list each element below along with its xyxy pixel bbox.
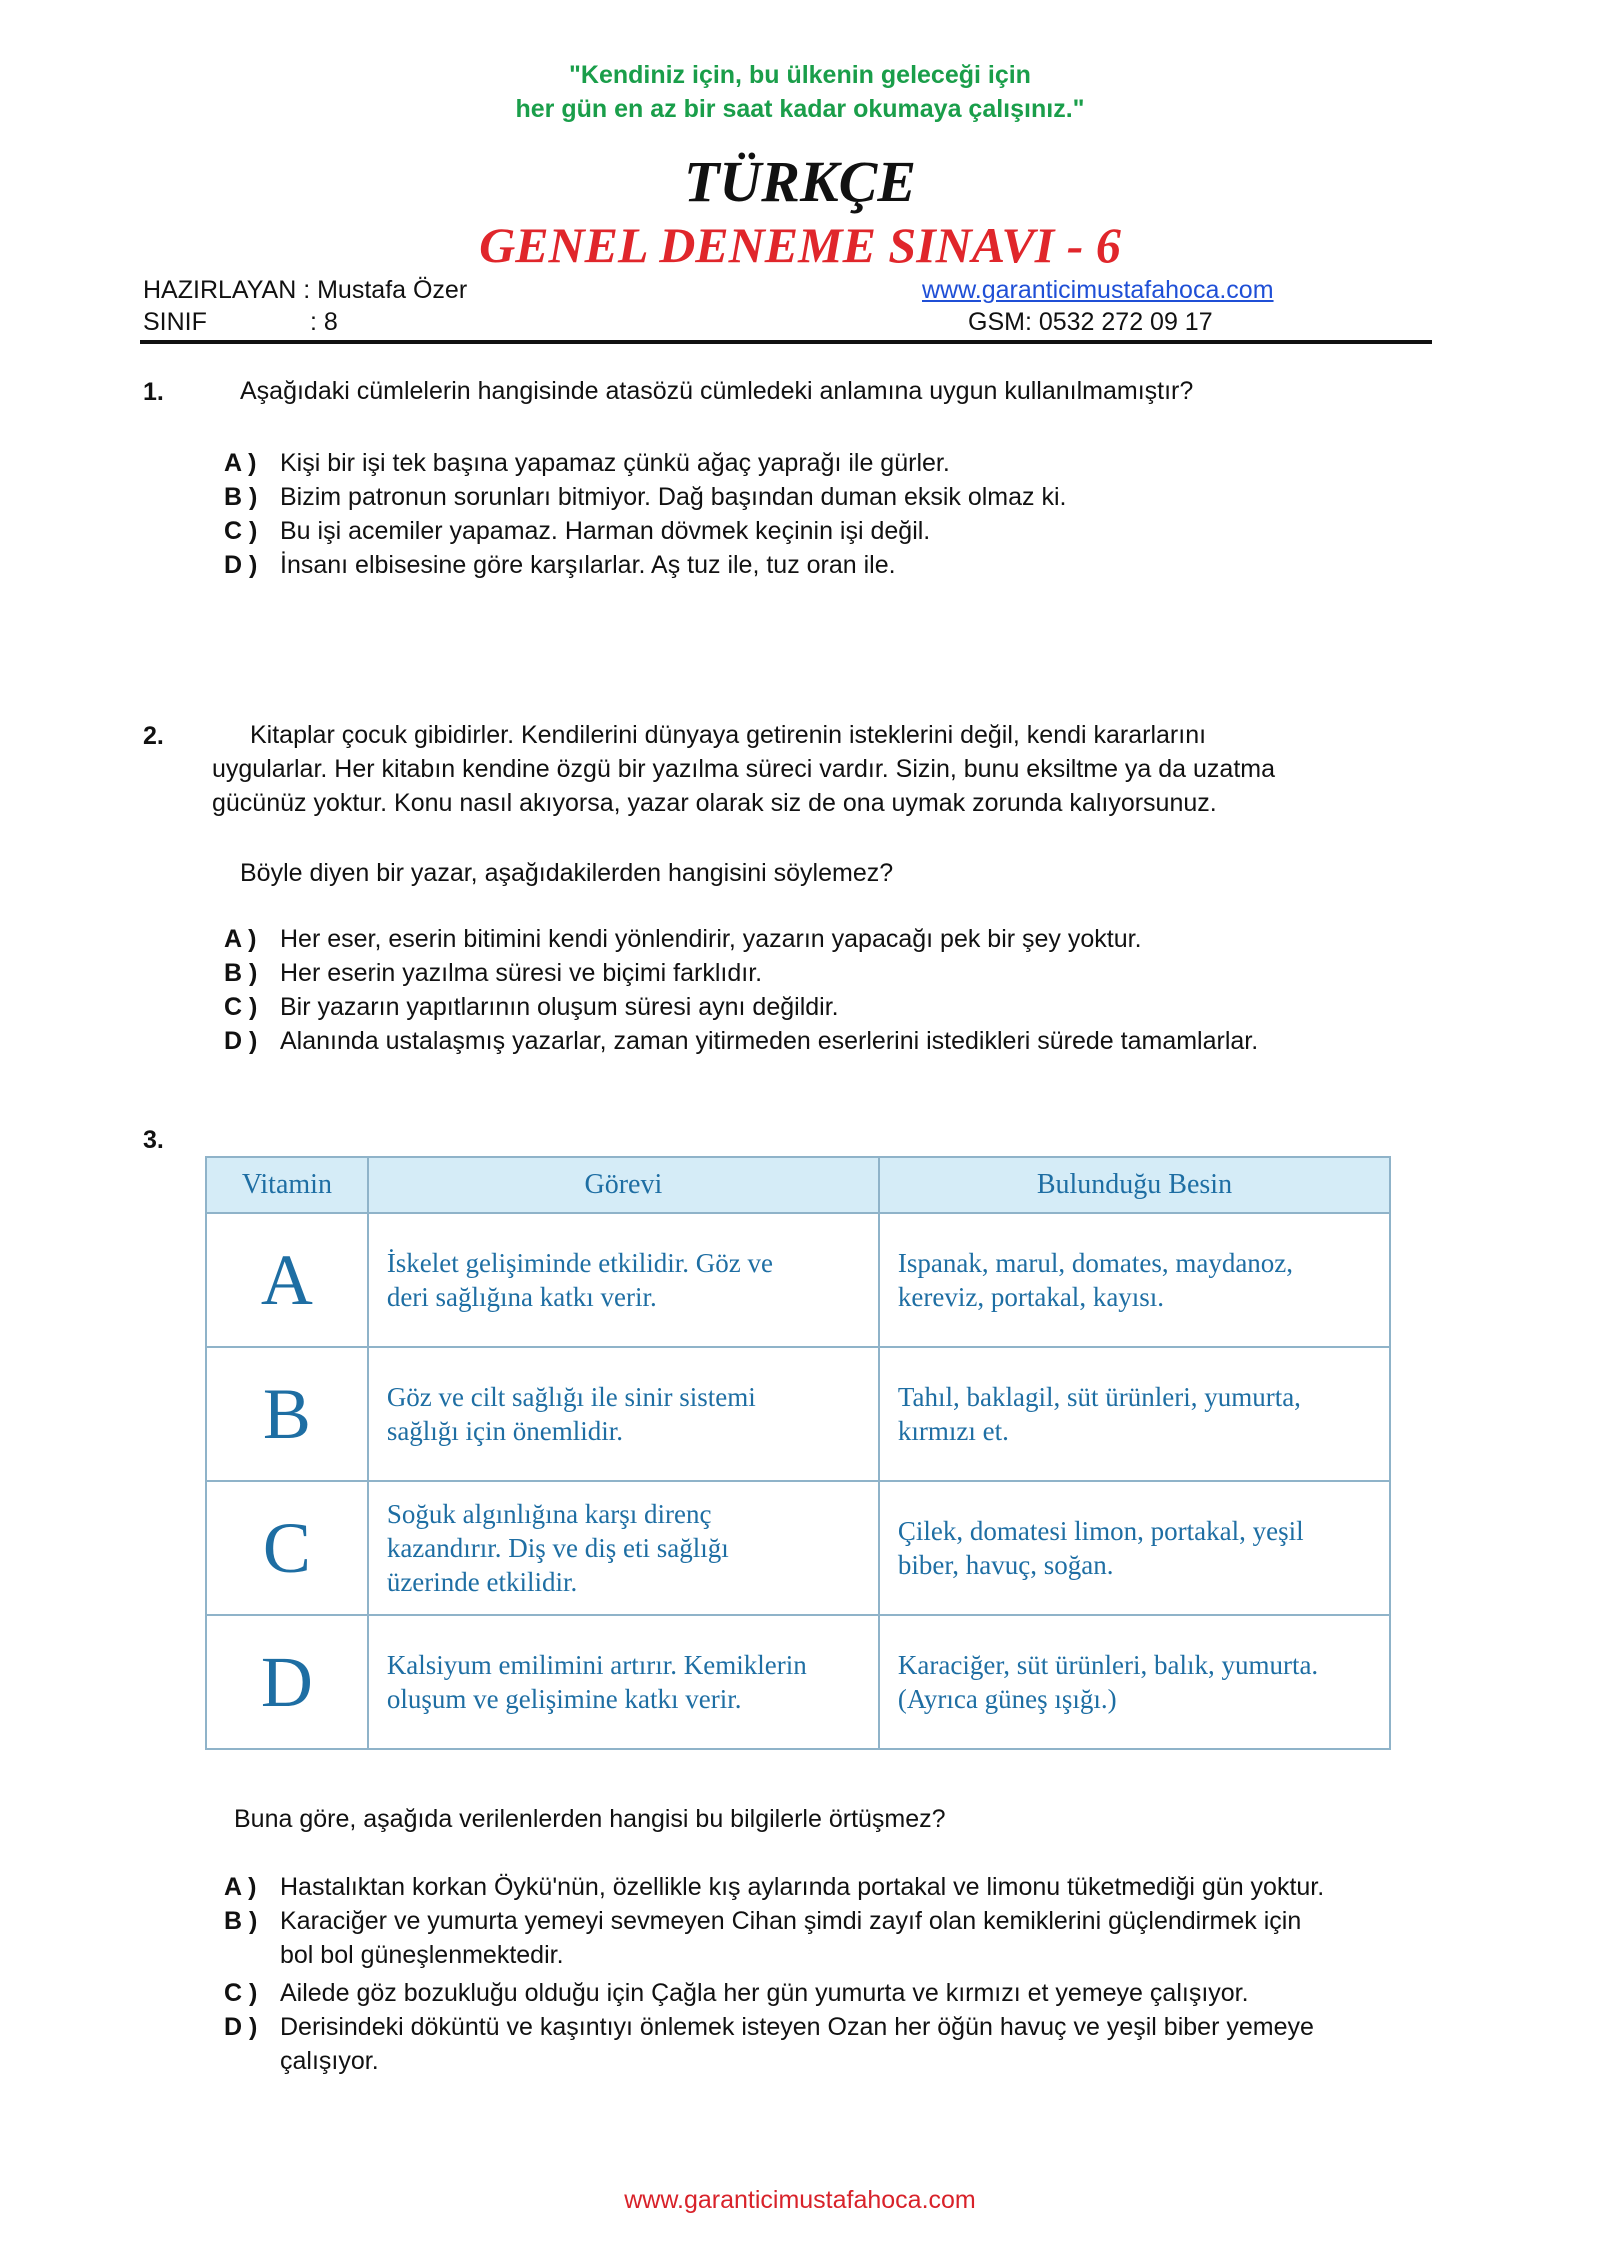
option-text: Derisindeki döküntü ve kaşıntıyı önlemek isteyen Ozan her öğün havuç ve yeşil biber yemeye (280, 2013, 1314, 2041)
column-header-vitamin: Vitamin (206, 1157, 368, 1213)
website-link[interactable]: www.garanticimustafahoca.com (922, 276, 1274, 304)
vitamin-letter: C (206, 1481, 368, 1615)
option-text: Bir yazarın yapıtlarının oluşum süresi aynı değildir. (280, 993, 839, 1021)
question-3-option-a[interactable] (224, 1870, 1474, 1904)
option-text-continued: bol bol güneşlenmektedir. (280, 1941, 564, 1969)
vitamin-role: Kalsiyum emilimini artırır. Kemiklerin oluşum ve gelişimine katkı verir. (368, 1615, 879, 1749)
table-row (206, 1481, 1390, 1615)
vitamin-food: Karaciğer, süt ürünleri, balık, yumurta. (Ayrıca güneş ışığı.) (879, 1615, 1390, 1749)
question-2-option-c[interactable] (224, 990, 1424, 1024)
option-letter: B ) (224, 959, 258, 987)
table-header-row (206, 1157, 1390, 1213)
question-2-option-b[interactable] (224, 956, 1424, 990)
vitamin-food: Tahıl, baklagil, süt ürünleri, yumurta, kırmızı et. (879, 1347, 1390, 1481)
option-text: Bu işi acemiler yapamaz. Harman dövmek keçinin işi değil. (280, 517, 931, 545)
vitamin-role: Soğuk algınlığına karşı direnç kazandırır. Diş ve diş eti sağlığı üzerinde etkilidir. (368, 1481, 879, 1615)
option-letter: A ) (224, 1873, 257, 1901)
column-header-food: Bulunduğu Besin (879, 1157, 1390, 1213)
vitamin-table (205, 1156, 1391, 1750)
question-3-stem: Buna göre, aşağıda verilenlerden hangisi bu bilgilerle örtüşmez? (234, 1805, 946, 1833)
motto-line-1: "Kendiniz için, bu ülkenin geleceği için (569, 61, 1031, 89)
vitamin-letter: D (206, 1615, 368, 1749)
option-letter: C ) (224, 993, 258, 1021)
option-letter: A ) (224, 449, 257, 477)
option-letter: D ) (224, 551, 258, 579)
table-row (206, 1347, 1390, 1481)
question-2-passage-line-1: Kitaplar çocuk gibidirler. Kendilerini dünyaya getirenin isteklerini değil, kendi kararlarını (250, 721, 1207, 749)
option-text: Bizim patronun sorunları bitmiyor. Dağ başından duman eksik olmaz ki. (280, 483, 1067, 511)
page-title: TÜRKÇE (683, 149, 917, 214)
question-3-number: 3. (143, 1126, 164, 1154)
option-text: Her eserin yazılma süresi ve biçimi farklıdır. (280, 959, 763, 987)
page-subtitle: GENEL DENEME SINAVI - 6 (479, 217, 1121, 273)
option-text: Kişi bir işi tek başına yapamaz çünkü ağaç yaprağı ile gürler. (280, 449, 950, 477)
option-letter: B ) (224, 483, 258, 511)
question-2-passage-line-3: gücünüz yoktur. Konu nasıl akıyorsa, yazar olarak siz de ona uymak zorunda kalıyorsunuz. (212, 789, 1217, 817)
option-letter: A ) (224, 925, 257, 953)
option-letter: C ) (224, 1979, 258, 2007)
vitamin-food: Ispanak, marul, domates, maydanoz, kereviz, portakal, kayısı. (879, 1213, 1390, 1347)
question-1-option-c[interactable] (224, 514, 1424, 548)
option-text: Ailede göz bozukluğu olduğu için Çağla her gün yumurta ve kırmızı et yemeye çalışıyor. (280, 1979, 1249, 2007)
table-row (206, 1615, 1390, 1749)
motto-line-2: her gün en az bir saat kadar okumaya çalışınız." (515, 95, 1085, 123)
table-row (206, 1213, 1390, 1347)
option-letter: B ) (224, 1907, 258, 1935)
vitamin-food: Çilek, domatesi limon, portakal, yeşil biber, havuç, soğan. (879, 1481, 1390, 1615)
option-letter: D ) (224, 1027, 258, 1055)
option-letter: D ) (224, 2013, 258, 2041)
question-2-number: 2. (143, 722, 164, 750)
option-text: Alanında ustalaşmış yazarlar, zaman yitirmeden eserlerini istedikleri sürede tamamlarlar. (280, 1027, 1259, 1055)
question-2-option-d[interactable] (224, 1024, 1424, 1058)
option-letter: C ) (224, 517, 258, 545)
gsm-number: GSM: 0532 272 09 17 (968, 308, 1213, 336)
option-text-continued: çalışıyor. (280, 2047, 379, 2075)
question-2-stem: Böyle diyen bir yazar, aşağıdakilerden hangisini söylemez? (240, 859, 894, 887)
prepared-by: HAZIRLAYAN : Mustafa Özer (143, 276, 468, 304)
question-2-option-a[interactable] (224, 922, 1424, 956)
question-1-option-d[interactable] (224, 548, 1424, 582)
question-1-number: 1. (143, 378, 164, 406)
question-1-stem: Aşağıdaki cümlelerin hangisinde atasözü cümledeki anlamına uygun kullanılmamıştır? (240, 377, 1194, 405)
question-3-option-c[interactable] (224, 1976, 1474, 2010)
question-3-option-b[interactable] (224, 1904, 1474, 1972)
vitamin-letter: A (206, 1213, 368, 1347)
option-text: Karaciğer ve yumurta yemeyi sevmeyen Cihan şimdi zayıf olan kemiklerini güçlendirmek için (280, 1907, 1302, 1935)
vitamin-role: İskelet gelişiminde etkilidir. Göz ve deri sağlığına katkı verir. (368, 1213, 879, 1347)
question-1-option-b[interactable] (224, 480, 1424, 514)
option-text: İnsanı elbisesine göre karşılarlar. Aş tuz ile, tuz oran ile. (280, 551, 896, 579)
question-2-passage-line-2: uygularlar. Her kitabın kendine özgü bir yazılma süreci vardır. Sizin, bunu eksiltme ya da uzatma (212, 755, 1276, 783)
question-1-option-a[interactable] (224, 446, 1424, 480)
vitamin-letter: B (206, 1347, 368, 1481)
option-text: Her eser, eserin bitimini kendi yönlendirir, yazarın yapacağı pek bir şey yoktur. (280, 925, 1142, 953)
header-divider (140, 340, 1432, 344)
class-value: : 8 (310, 308, 338, 336)
footer-website[interactable]: www.garanticimustafahoca.com (624, 2186, 976, 2214)
option-text: Hastalıktan korkan Öykü'nün, özellikle kış aylarında portakal ve limonu tüketmediği gün yoktur. (280, 1873, 1325, 1901)
question-3-option-d[interactable] (224, 2010, 1474, 2078)
class-label: SINIF (143, 308, 207, 336)
vitamin-role: Göz ve cilt sağlığı ile sinir sistemi sağlığı için önemlidir. (368, 1347, 879, 1481)
column-header-role: Görevi (368, 1157, 879, 1213)
